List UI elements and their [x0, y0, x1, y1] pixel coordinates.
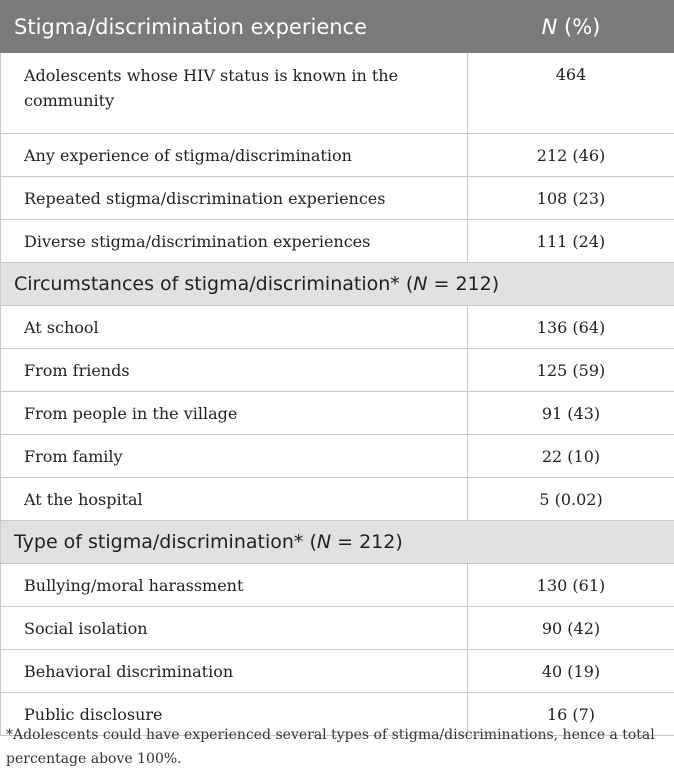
row-label: From people in the village: [1, 392, 468, 435]
row-value: 212 (46): [468, 134, 674, 177]
section-header-circumstances: [1, 263, 674, 306]
row-value: 464: [468, 53, 674, 134]
section-prefix: Circumstances of stigma/discrimination* (: [14, 273, 414, 295]
section-suffix: = 212): [427, 273, 500, 295]
table-row: [1, 607, 674, 650]
table-row: [1, 478, 674, 521]
row-value: 91 (43): [468, 392, 674, 435]
row-label: At the hospital: [1, 478, 468, 521]
table-row: [1, 53, 674, 134]
row-label: Repeated stigma/discrimination experiences: [1, 177, 468, 220]
row-label: Any experience of stigma/discrimination: [1, 134, 468, 177]
row-label: Public disclosure: [1, 693, 468, 736]
row-label: From friends: [1, 349, 468, 392]
table-row: [1, 134, 674, 177]
row-value: 125 (59): [468, 349, 674, 392]
table-row: [1, 435, 674, 478]
section-header-type: [1, 521, 674, 564]
row-label: Bullying/moral harassment: [1, 564, 468, 607]
row-value: 130 (61): [468, 564, 674, 607]
table-footnote: *Adolescents could have experienced several types of stigma/discriminations, hence a total percentage above 100%.: [6, 727, 655, 767]
section-n: N: [316, 531, 332, 553]
section-n: N: [413, 273, 428, 295]
section-title: [1, 521, 674, 564]
header-experience: Stigma/discrimination experience: [1, 1, 468, 53]
section-title: [1, 263, 674, 306]
row-label: At school: [1, 306, 468, 349]
header-percent: (%): [557, 14, 601, 39]
row-value: 5 (0.02): [468, 478, 674, 521]
row-label: Adolescents whose HIV status is known in the community: [1, 53, 468, 134]
row-value: 108 (23): [468, 177, 674, 220]
row-value: 90 (42): [468, 607, 674, 650]
row-value: 111 (24): [468, 220, 674, 263]
table-row: [1, 392, 674, 435]
section-suffix: = 212): [331, 531, 403, 553]
row-value: 136 (64): [468, 306, 674, 349]
row-label: From family: [1, 435, 468, 478]
row-value: 16 (7): [468, 693, 674, 736]
table-row: [1, 564, 674, 607]
row-value: 22 (10): [468, 435, 674, 478]
header-n-percent: [468, 1, 674, 53]
header-n: N: [541, 14, 558, 39]
table-row: [1, 177, 674, 220]
row-label: Behavioral discrimination: [1, 650, 468, 693]
section-prefix: Type of stigma/discrimination* (: [14, 531, 317, 553]
table-row: [1, 220, 674, 263]
table-row: [1, 349, 674, 392]
row-value: 40 (19): [468, 650, 674, 693]
table-row: [1, 306, 674, 349]
table-header-row: [1, 1, 674, 53]
table-row: [1, 650, 674, 693]
row-label: Diverse stigma/discrimination experiences: [1, 220, 468, 263]
row-label: Social isolation: [1, 607, 468, 650]
